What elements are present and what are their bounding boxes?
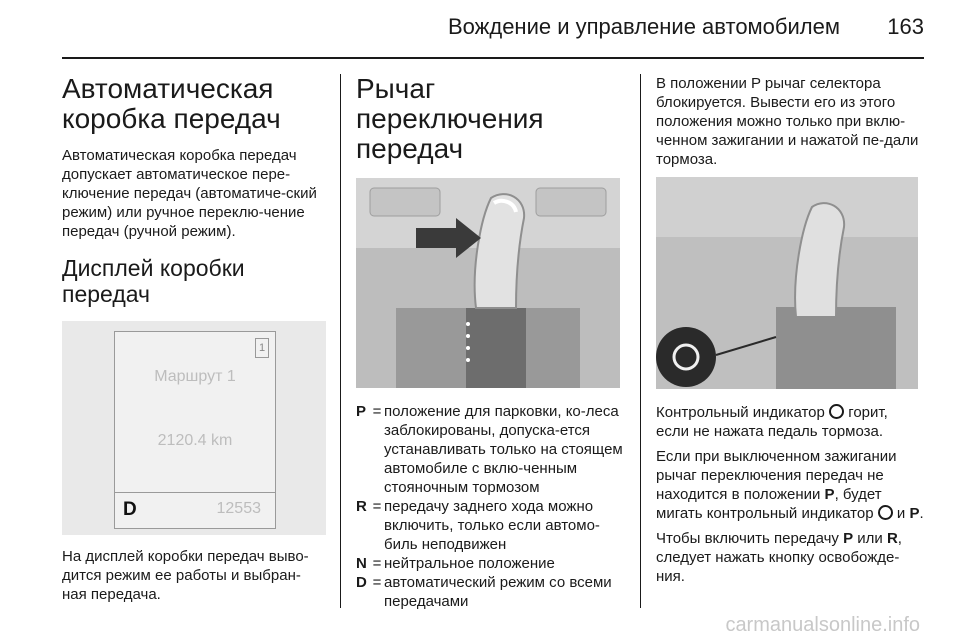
paragraph-release-button: Чтобы включить передачу P или R, следует нажать кнопку освобожде-ния.: [656, 530, 902, 585]
header-rule: [62, 57, 924, 59]
watermark: carmanualsonline.info: [725, 614, 920, 636]
section-heading: Рычаг переключения передач: [356, 73, 544, 164]
gear-positions-list: [356, 402, 626, 611]
definition-row: D = автоматический режим со всеми передачами: [356, 574, 612, 610]
page-number: 163: [887, 14, 924, 39]
display-odometer: 12553: [216, 500, 261, 517]
display-separator: [115, 492, 275, 493]
column-2: [356, 74, 626, 611]
release-button-photo: [656, 177, 918, 389]
display-frame: [114, 331, 276, 529]
brake-indicator-icon: [878, 505, 893, 520]
definition-row: R = передачу заднего хода можно включить, только если автомо-биль неподвижен: [356, 498, 600, 553]
paragraph-indicator: Контрольный индикатор горит, если не нажата педаль тормоза.: [656, 404, 888, 440]
brake-indicator-icon: [829, 404, 844, 419]
running-header: Вождение и управление автомобилем: [447, 14, 840, 39]
intro-paragraph: Автоматическая коробка передач допускает автоматическое пере-ключение передач (автоматиче-ский режим) или ручное переклю-чение передач (ручной режим).: [62, 147, 317, 240]
display-caption: На дисплей коробки передач выво-дится режим ее работы и выбран-ная передача.: [62, 548, 309, 603]
display-route: Маршрут 1: [154, 368, 236, 385]
definition-row: N = нейтральное положение: [356, 555, 555, 572]
paragraph-p-lock: В положении P рычаг селектора блокируется. Вывести его из этого положения можно только при вклю-ченном зажигании и нажатой пе-дали тормоза.: [656, 75, 919, 168]
subsection-heading: Дисплей коробки передач: [62, 255, 245, 307]
gear-display-illustration: [62, 321, 326, 535]
display-gear: D: [123, 499, 137, 520]
column-divider: [340, 74, 341, 608]
memory-mark: 1: [255, 338, 269, 358]
column-divider: [640, 74, 641, 608]
column-3: [656, 74, 924, 592]
column-1: [62, 74, 324, 610]
section-heading: Автоматическая коробка передач: [62, 73, 281, 134]
definition-row: P = положение для парковки, ко-леса заблокированы, допуска-ется устанавливать только на стоящем автомобиле с вклю-ченным стояночным тормозом: [356, 403, 623, 496]
gear-lever-photo: [356, 178, 620, 388]
display-distance: 2120.4 km: [157, 432, 233, 449]
paragraph-ignition-off: Если при выключенном зажигании рычаг переключения передач не находится в положении P, будет мигать контрольный индикатор и P.: [656, 448, 924, 522]
